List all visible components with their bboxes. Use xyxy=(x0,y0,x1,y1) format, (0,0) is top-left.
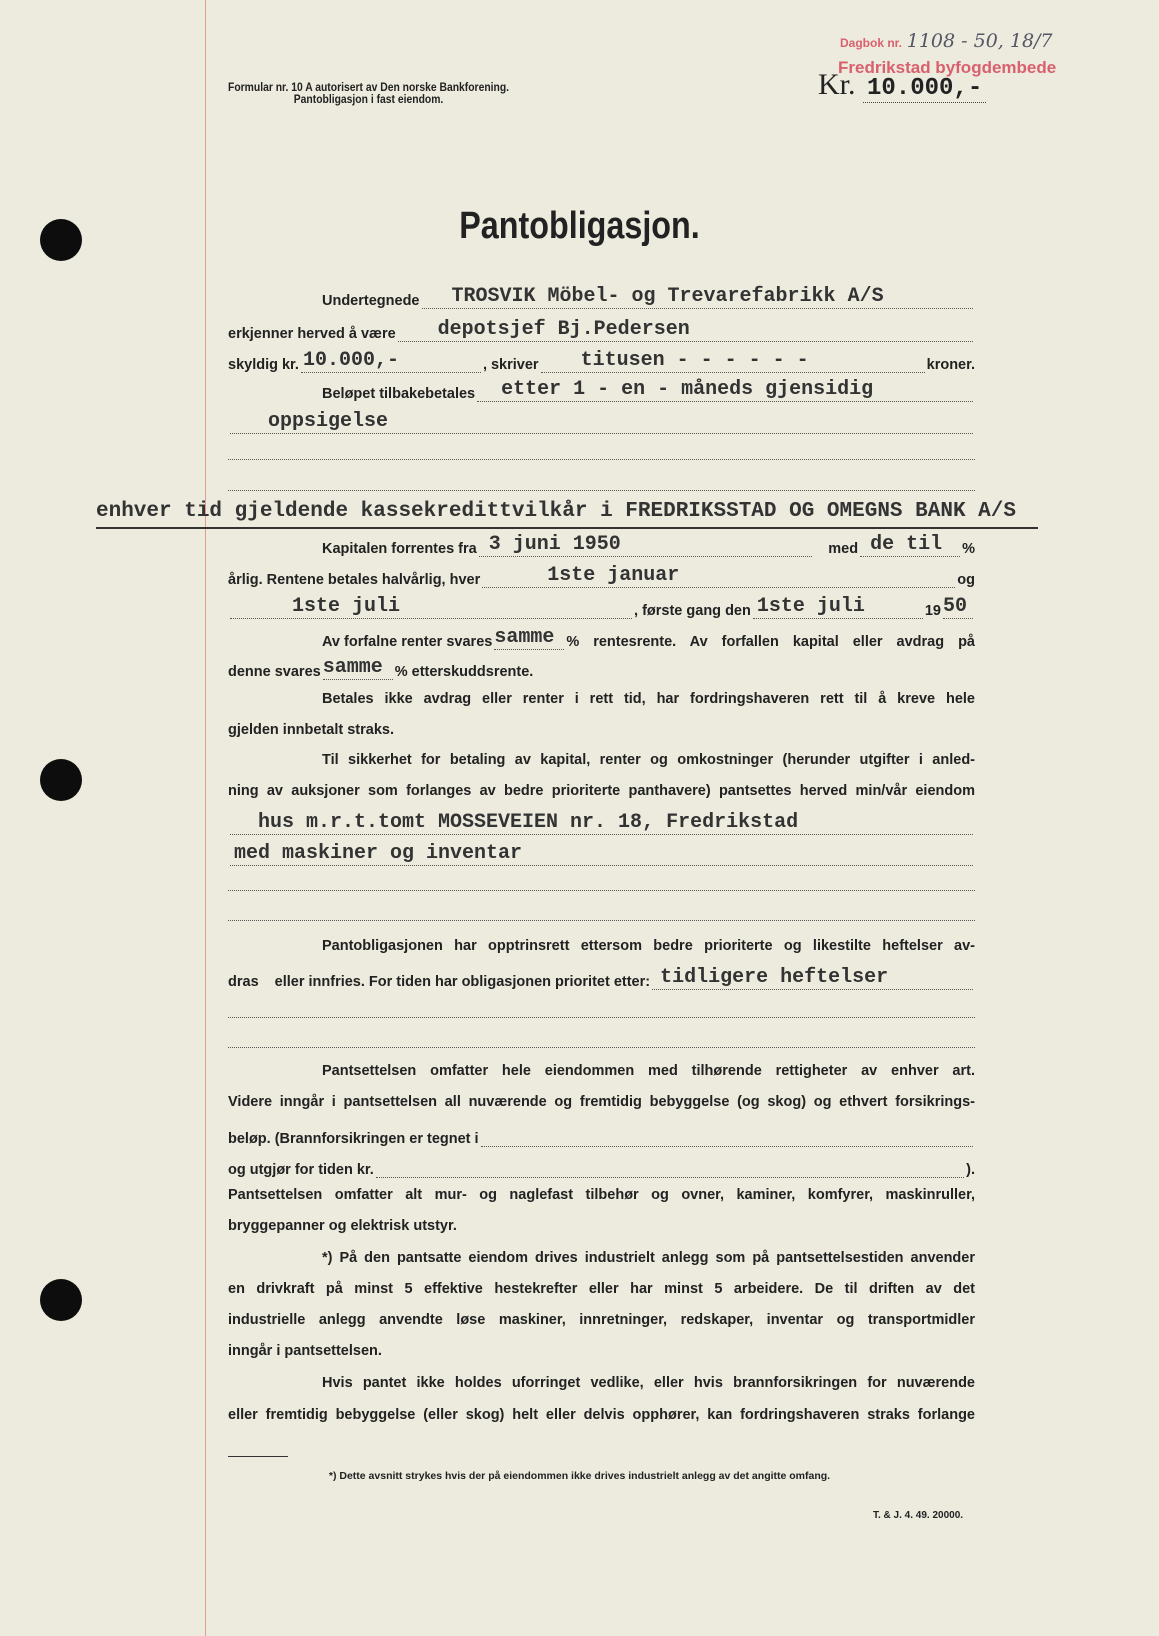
field xyxy=(482,565,955,588)
label: Kapitalen forrentes fra xyxy=(322,541,477,557)
label: , skriver xyxy=(482,357,539,373)
blank-line xyxy=(228,920,975,921)
typed-value: samme xyxy=(494,626,555,649)
footnote: *) Dette avsnitt strykes hvis der på eiendommen ikke drives industrielt anlegg av det angitte omfang. xyxy=(328,1470,831,1482)
label: erkjenner herved å være xyxy=(228,326,396,342)
row-belopet xyxy=(322,378,975,402)
paragraph-line: Pantobligasjonen har opptrinsrett ettersom bedre prioriterte og likestilte heftelser av- xyxy=(322,938,975,954)
row-skyldig xyxy=(228,349,975,373)
row-erkjenner xyxy=(228,318,975,342)
paragraph-line: Videre inngår i pantsettelsen all nuværende og fremtidig bebyggelse (og skog) og ethvert forsikrings- xyxy=(228,1094,975,1110)
field xyxy=(301,350,481,373)
field xyxy=(422,286,974,309)
underline-rule xyxy=(96,527,1038,529)
field xyxy=(541,350,925,373)
typed-value: 50 xyxy=(943,595,968,618)
row-kapitalen xyxy=(322,533,975,557)
field xyxy=(494,627,564,650)
label: skyldig kr. xyxy=(228,357,299,373)
paragraph-line: gjelden innbetalt straks. xyxy=(228,722,394,738)
print-code: T. & J. 4. 49. 20000. xyxy=(873,1510,964,1521)
typed-value: tidligere heftelser xyxy=(660,966,889,989)
paragraph-line: eller fremtidig bebyggelse (eller skog) helt eller delvis opphører, kan fordringshaveren straks forlange xyxy=(228,1407,975,1423)
field xyxy=(479,534,813,557)
label: årlig. Rentene betales halvårlig, hver xyxy=(228,572,481,588)
field xyxy=(753,596,923,619)
paragraph-line: Betales ikke avdrag eller renter i rett tid, har fordringshaveren rett til å kreve hele xyxy=(322,691,975,707)
row-denne xyxy=(228,656,975,680)
label: dras xyxy=(228,974,259,990)
field xyxy=(652,967,973,990)
typed-value: samme xyxy=(322,656,383,679)
paragraph-line: industrielle anlegg anvendte løse maskiner, innretninger, redskaper, inventar og transportmidler xyxy=(228,1312,975,1328)
field xyxy=(230,411,973,434)
punch-hole xyxy=(40,219,82,261)
row-eiendom-1 xyxy=(228,811,975,835)
field xyxy=(230,843,973,866)
dagbok-number: 1108 - 50, 18/7 xyxy=(906,30,1053,52)
label: og xyxy=(957,572,975,588)
typed-value: 1ste juli xyxy=(292,595,401,618)
amount-header xyxy=(818,68,986,102)
blank-line xyxy=(228,1017,975,1018)
label: og utgjør for tiden kr. xyxy=(228,1162,374,1178)
typed-value: 1ste januar xyxy=(547,564,680,587)
field xyxy=(481,1124,973,1147)
office-stamp: Fredrikstad byfogdembede xyxy=(838,58,1057,77)
blank-line xyxy=(228,1047,975,1048)
punch-hole xyxy=(40,759,82,801)
typed-conditions: enhver tid gjeldende kassekredittvilkår i FREDRIKSSTAD OG OMEGNS BANK A/S xyxy=(96,500,1016,523)
field xyxy=(860,534,960,557)
footnote-rule xyxy=(228,1456,288,1457)
row-forfalne xyxy=(322,626,975,650)
document-title: Pantobligasjon. xyxy=(459,205,700,247)
blank-line xyxy=(228,459,975,460)
field xyxy=(230,812,973,835)
kr-label: Kr. xyxy=(818,68,856,101)
row-juli xyxy=(228,595,975,619)
paragraph-line: bryggepanner og elektrisk utstyr. xyxy=(228,1218,457,1234)
punch-hole xyxy=(40,1279,82,1321)
typed-value: 10.000,- xyxy=(302,349,399,372)
label: beløp. (Brannforsikringen er tegnet i xyxy=(228,1131,479,1147)
row-brann xyxy=(228,1123,975,1147)
row-undertegnede xyxy=(322,285,975,309)
blank-line xyxy=(228,890,975,891)
form-line-2: Pantobligasjon i fast eiendom. xyxy=(293,94,444,106)
field xyxy=(943,596,973,619)
label: denne svares xyxy=(228,664,321,680)
row-prioritet xyxy=(228,966,975,990)
typed-value: titusen - - - - - - xyxy=(580,349,809,372)
typed-value: 1ste juli xyxy=(756,595,865,618)
paragraph-line: Til sikkerhet for betaling av kapital, renter og omkostninger (herunder utgifter i anled- xyxy=(322,752,975,768)
stamp-label: Dagbok nr. xyxy=(840,36,903,50)
form-header xyxy=(228,82,509,106)
dagbok-stamp xyxy=(840,30,1053,52)
label: 19 xyxy=(924,603,941,619)
field xyxy=(323,657,393,680)
typed-value: etter 1 - en - måneds gjensidig xyxy=(501,378,874,401)
label: kroner. xyxy=(926,357,975,373)
paragraph-line: en drivkraft på minst 5 effektive hestekrefter eller har minst 5 arbeidere. De til driften av det xyxy=(228,1281,975,1297)
paragraph-line: *) På den pantsatte eiendom drives industrielt anlegg som på pantsettelsestiden anvender xyxy=(322,1250,975,1266)
label: eller innfries. For tiden har obligasjonen prioritet etter: xyxy=(274,974,651,990)
typed-value: 3 juni 1950 xyxy=(488,533,621,556)
typed-value: de til xyxy=(870,533,943,556)
label: Beløpet tilbakebetales xyxy=(322,386,476,402)
paragraph-line: ning av auksjoner som forlanges av bedre prioriterte panthavere) pantsettes herved min/vår eiendom xyxy=(228,783,975,799)
paragraph-line: inngår i pantsettelsen. xyxy=(228,1343,382,1359)
label: % rentesrente. Av forfallen kapital eller avdrag på xyxy=(566,634,975,650)
field xyxy=(376,1155,964,1178)
typed-value: oppsigelse xyxy=(268,410,389,433)
label: % xyxy=(962,541,975,557)
field xyxy=(398,319,973,342)
label: Av forfalne renter svares xyxy=(322,634,493,650)
field xyxy=(230,596,632,619)
paragraph-line: Hvis pantet ikke holdes uforringet vedlike, eller hvis brannforsikringen for nuværende xyxy=(322,1375,975,1391)
row-oppsigelse xyxy=(228,410,975,434)
field xyxy=(477,379,973,402)
kr-value: 10.000,- xyxy=(863,75,986,103)
form-line-1: Formular nr. 10 A autorisert av Den norske Bankforening. xyxy=(228,82,510,94)
paragraph-line: Pantsettelsen omfatter alt mur- og naglefast tilbehør og ovner, kaminer, komfyrer, maskinruller, xyxy=(228,1187,975,1203)
label: med xyxy=(828,541,859,557)
label: Undertegnede xyxy=(322,293,420,309)
label: % etterskuddsrente. xyxy=(394,664,534,680)
typed-value: med maskiner og inventar xyxy=(234,842,523,865)
typed-value: depotsjef Bj.Pedersen xyxy=(437,318,690,341)
label: ). xyxy=(966,1162,975,1178)
label: , første gang den xyxy=(634,603,751,619)
row-eiendom-2 xyxy=(228,842,975,866)
paragraph-line: Pantsettelsen omfatter hele eiendommen med tilhørende rettigheter av enhver art. xyxy=(322,1063,975,1079)
typed-value: hus m.r.t.tomt MOSSEVEIEN nr. 18, Fredrikstad xyxy=(258,811,799,834)
row-utgjor xyxy=(228,1154,975,1178)
row-arlig xyxy=(228,564,975,588)
typed-value: TROSVIK Möbel- og Trevarefabrikk A/S xyxy=(451,285,884,308)
blank-line xyxy=(228,490,975,491)
